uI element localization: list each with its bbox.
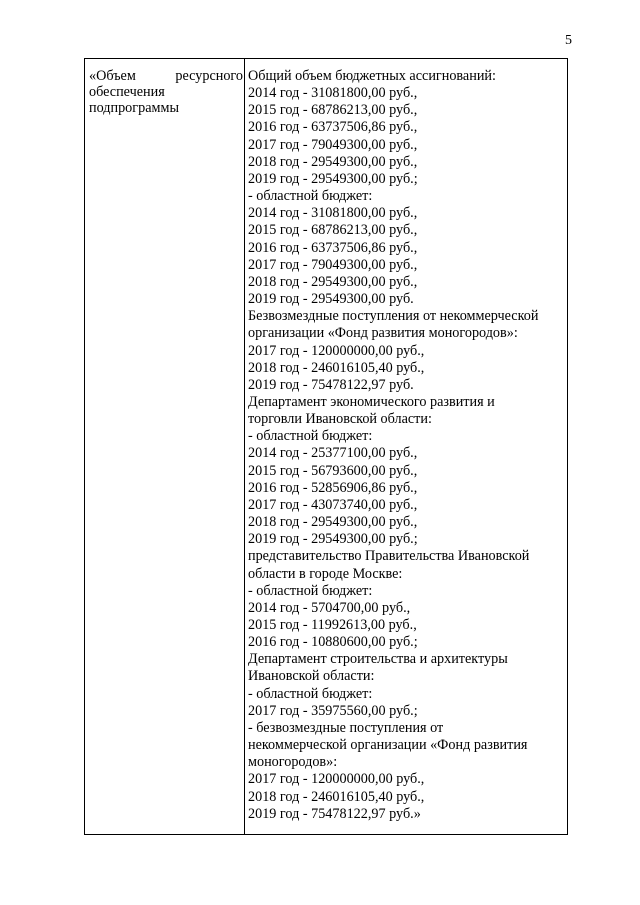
- content-line: 2018 год - 29549300,00 руб.,: [248, 514, 418, 531]
- content-line: моногородов»:: [248, 754, 338, 771]
- content-line: 2019 год - 75478122,97 руб.: [248, 376, 414, 393]
- content-line: Ивановской области:: [248, 668, 375, 685]
- content-line: - областной бюджет:: [248, 428, 373, 445]
- cell-label-line: подпрограммы: [89, 100, 179, 117]
- content-line: 2014 год - 31081800,00 руб.,: [248, 85, 418, 102]
- content-line: 2018 год - 29549300,00 руб.,: [248, 273, 418, 290]
- content-line: - областной бюджет:: [248, 188, 373, 205]
- content-line: 2015 год - 11992613,00 руб.,: [248, 617, 417, 633]
- content-line: 2017 год - 35975560,00 руб.;: [248, 702, 418, 719]
- content-line: - областной бюджет:: [248, 685, 373, 702]
- table-cell-content: [245, 59, 567, 834]
- content-line: 2019 год - 29549300,00 руб.;: [248, 531, 418, 548]
- content-line: некоммерческой организации «Фонд развития: [248, 737, 528, 754]
- content-line: 2015 год - 56793600,00 руб.,: [248, 462, 418, 479]
- content-line: 2016 год - 52856906,86 руб.,: [248, 479, 418, 496]
- content-line: Общий объем бюджетных ассигнований:: [248, 68, 496, 84]
- table-cell-label: [85, 59, 245, 834]
- resource-table: [84, 58, 568, 835]
- content-line: 2015 год - 68786213,00 руб.,: [248, 222, 418, 239]
- content-line: 2019 год - 29549300,00 руб.: [248, 291, 414, 308]
- content-line: 2016 год - 63737506,86 руб.,: [248, 119, 418, 136]
- content-line: Безвозмездные поступления от некоммерческой: [248, 308, 539, 325]
- page-number: 5: [565, 33, 572, 48]
- content-line: 2017 год - 79049300,00 руб.,: [248, 136, 418, 153]
- content-line: - безвозмездные поступления от: [248, 719, 444, 736]
- content-line: 2016 год - 63737506,86 руб.,: [248, 239, 418, 256]
- content-line: 2014 год - 31081800,00 руб.,: [248, 205, 418, 222]
- content-line: 2016 год - 10880600,00 руб.;: [248, 634, 418, 651]
- content-line: - областной бюджет:: [248, 582, 373, 599]
- content-line: 2017 год - 120000000,00 руб.,: [248, 342, 425, 359]
- content-line: 2014 год - 25377100,00 руб.,: [248, 445, 418, 462]
- content-line: Департамент экономического развития и: [248, 393, 495, 410]
- content-line: 2015 год - 68786213,00 руб.,: [248, 102, 418, 119]
- content-line: 2014 год - 5704700,00 руб.,: [248, 599, 411, 616]
- content-line: области в городе Москве:: [248, 565, 403, 582]
- content-line: 2019 год - 29549300,00 руб.;: [248, 170, 418, 187]
- cell-label-line: «Объем ресурсного: [89, 68, 243, 84]
- content-line: 2019 год - 75478122,97 руб.»: [248, 805, 421, 822]
- content-line: торговли Ивановской области:: [248, 411, 432, 428]
- content-line: представительство Правительства Ивановской: [248, 548, 530, 565]
- content-line: Департамент строительства и архитектуры: [248, 651, 508, 668]
- content-line: 2018 год - 246016105,40 руб.,: [248, 359, 425, 376]
- content-line: 2017 год - 120000000,00 руб.,: [248, 771, 425, 788]
- content-line: 2017 год - 79049300,00 руб.,: [248, 256, 418, 273]
- cell-label-line: обеспечения: [89, 84, 165, 101]
- content-line: 2017 год - 43073740,00 руб.,: [248, 496, 418, 513]
- content-line: 2018 год - 246016105,40 руб.,: [248, 788, 425, 805]
- content-line: 2018 год - 29549300,00 руб.,: [248, 153, 418, 170]
- content-line: организации «Фонд развития моногородов»:: [248, 325, 518, 342]
